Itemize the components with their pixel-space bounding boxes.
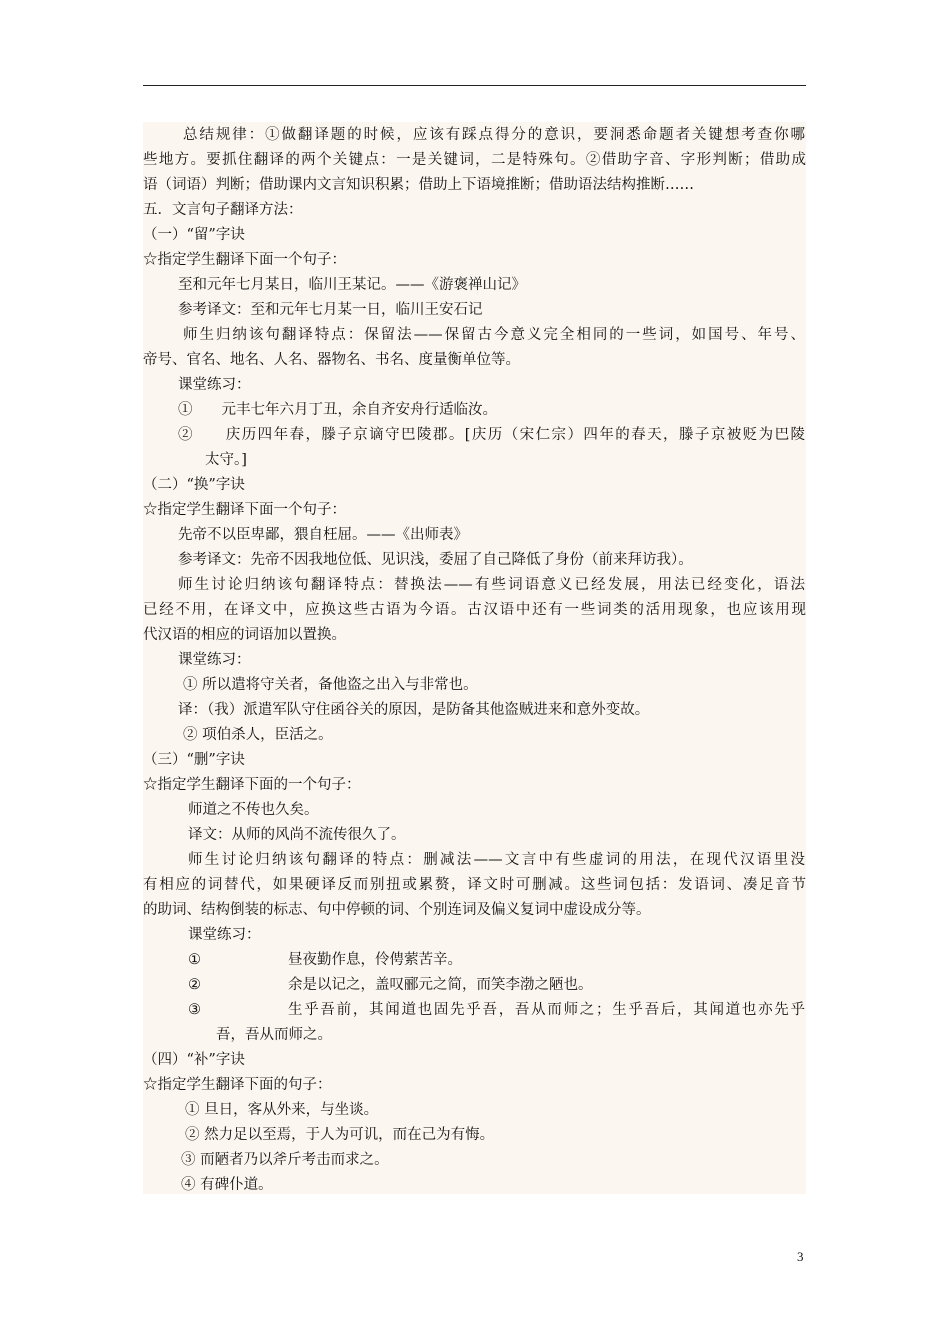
text-line: 参考译文：先帝不因我地位低、见识浅，委屈了自己降低了身份（前来拜访我）。 — [178, 552, 693, 568]
list-marker: ① — [188, 952, 201, 968]
text-line: 的助词、结构倒装的标志、句中停顿的词、个别连词及偏义复词中虚设成分等。 — [143, 902, 651, 918]
text-line: 课堂练习： — [178, 652, 251, 668]
text-line: 已经不用，在译文中，应换这些古语为今语。古汉语中还有一些词类的活用现象，也应该用现 — [143, 602, 806, 618]
text-line: ☆指定学生翻译下面的一个句子： — [143, 777, 361, 793]
list-item: ① 所以遣将守关者，备他盗之出入与非常也。 — [183, 677, 478, 693]
list-marker: ② — [188, 977, 201, 993]
text-line: 课堂练习： — [178, 377, 251, 393]
text-line: 师生讨论归纳该句翻译特点：替换法——有些词语意义已经发展，用法已经变化，语法 — [178, 577, 805, 593]
header-rule — [143, 85, 806, 86]
list-item: ③ 而陋者乃以斧斤考击而求之。 — [181, 1152, 389, 1168]
text-line: 总结规律：①做翻译题的时候，应该有踩点得分的意识，要洞悉命题者关键想考查你哪 — [183, 127, 805, 143]
text-line: 代汉语的相应的词语加以置换。 — [143, 627, 346, 643]
subsection-heading: （一）“留”字诀 — [143, 227, 245, 243]
document-body — [143, 122, 806, 1194]
subsection-heading: （二）“换”字诀 — [143, 477, 245, 493]
text-line: 师道之不传也久矣。 — [188, 802, 319, 818]
text-line: 帝号、官名、地名、人名、器物名、书名、度量衡单位等。 — [143, 352, 520, 368]
text-line: ☆指定学生翻译下面的句子： — [143, 1077, 332, 1093]
text-line: 些地方。要抓住翻译的两个关键点：一是关键词，二是特殊句。②借助字音、字形判断；借助成 — [143, 152, 806, 168]
list-item: ② 庆历四年春，滕子京谪守巴陵郡。[庆历（宋仁宗）四年的春天，滕子京被贬为巴陵 — [178, 427, 805, 443]
list-item: 吾，吾从而师之。 — [216, 1027, 332, 1043]
list-item: ① 旦日，客从外来，与坐谈。 — [185, 1102, 379, 1118]
section-heading: 五．文言句子翻译方法： — [143, 202, 303, 218]
list-item: ② 项伯杀人，臣活之。 — [183, 727, 333, 743]
list-item: ④ 有碑仆道。 — [181, 1177, 273, 1193]
text-line: ☆指定学生翻译下面一个句子： — [143, 252, 346, 268]
list-item: 昼夜勤作息，伶俜萦苦辛。 — [288, 952, 462, 968]
list-item: ① 元丰七年六月丁丑，余自齐安舟行适临汝。 — [178, 402, 497, 418]
subsection-heading: （四）“补”字诀 — [143, 1052, 245, 1068]
text-line: 有相应的词替代，如果硬译反而别扭或累赘，译文时可删减。这些词包括：发语词、凑足音节 — [143, 877, 806, 893]
list-item: 余是以记之，盖叹郦元之简，而笑李渤之陋也。 — [288, 977, 593, 993]
text-line: 至和元年七月某日，临川王某记。——《游褒禅山记》 — [178, 277, 526, 293]
text-line: 先帝不以臣卑鄙，猥自枉屈。——《出师表》 — [178, 527, 468, 543]
text-line: 参考译文：至和元年七月某一日，临川王安石记 — [178, 302, 483, 318]
list-item: 太守。] — [205, 452, 247, 468]
text-line: ☆指定学生翻译下面一个句子： — [143, 502, 346, 518]
text-line: 译文：从师的风尚不流传很久了。 — [188, 827, 406, 843]
page-number: 3 — [797, 1249, 804, 1264]
list-item: 生乎吾前，其闻道也固先乎吾，吾从而师之；生乎吾后，其闻道也亦先乎 — [288, 1002, 805, 1018]
text-line: 师生讨论归纳该句翻译的特点：删减法——文言中有些虚词的用法，在现代汉语里没 — [188, 852, 805, 868]
text-line: 语（词语）判断；借助课内文言知识积累；借助上下语境推断；借助语法结构推断…… — [143, 177, 694, 193]
text-line: 译：（我）派遣军队守住函谷关的原因，是防备其他盗贼进来和意外变故。 — [178, 702, 650, 718]
list-item: ② 然力足以至焉，于人为可讥，而在己为有悔。 — [185, 1127, 495, 1143]
text-line: 课堂练习： — [188, 927, 261, 943]
subsection-heading: （三）“删”字诀 — [143, 752, 245, 768]
text-line: 师生归纳该句翻译特点：保留法——保留古今意义完全相同的一些词，如国号、年号、 — [183, 327, 805, 343]
list-marker: ③ — [188, 1002, 201, 1018]
